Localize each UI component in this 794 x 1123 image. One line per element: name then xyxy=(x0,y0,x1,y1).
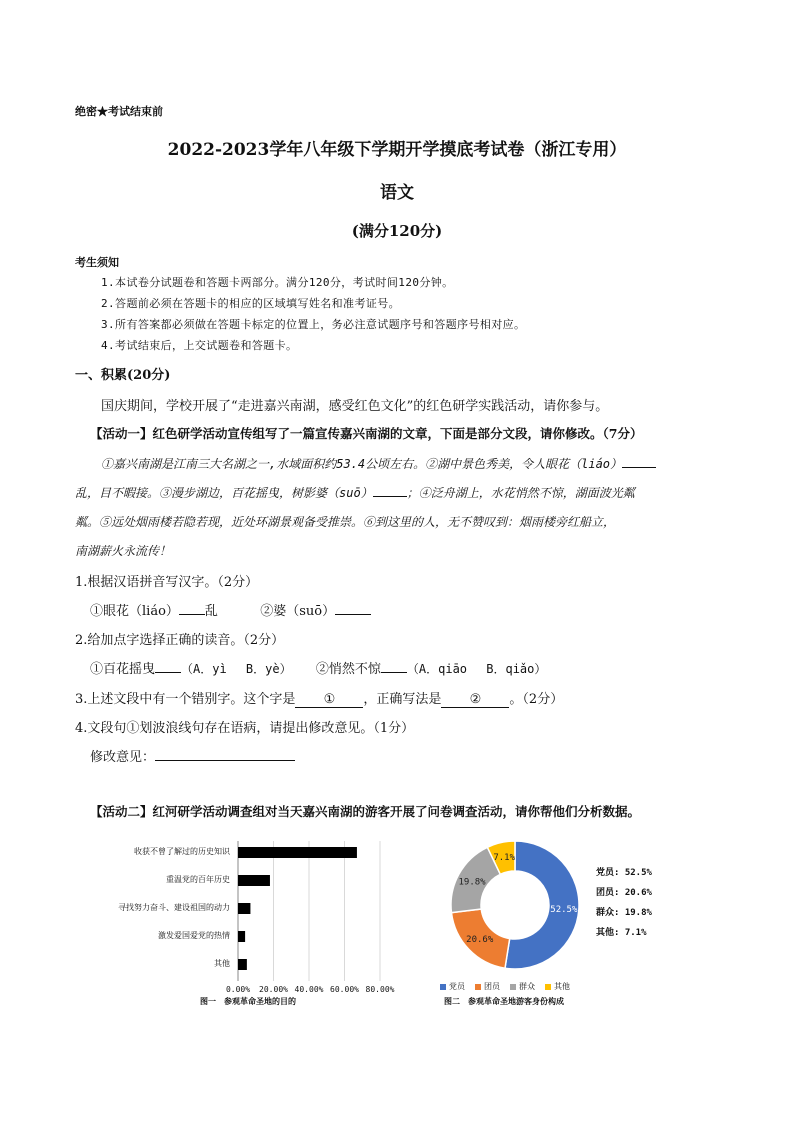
chart1-caption: 图一 参观革命圣地的目的 xyxy=(200,997,296,1006)
side-legend-entry: 其他: 7.1% xyxy=(596,928,647,938)
question-4: 4.文段句①划波浪线句存在语病，请提出修改意见。（1分） xyxy=(75,721,415,736)
passage-line xyxy=(75,484,635,501)
bar xyxy=(238,847,357,858)
legend-label: 团员 xyxy=(484,982,500,991)
q1a-tail: 乱 xyxy=(204,604,218,619)
q2b-options: （A．qiāo B．qiǎo） xyxy=(406,662,547,676)
answer-blank[interactable] xyxy=(155,672,181,673)
legend-label: 群众 xyxy=(519,982,535,991)
activity2-heading: 【活动二】红河研学活动调查组对当天嘉兴南湖的游客开展了问卷调查活动，请你帮他们分析数据。 xyxy=(90,804,641,819)
passage-line: 粼。⑤远处烟雨楼若隐若现，近处环湖景观备受推崇。⑥到这里的人，无不赞叹到：烟雨楼旁红船立， xyxy=(75,515,616,529)
q2a-options: （A．yì B．yè） xyxy=(181,662,292,676)
legend-swatch xyxy=(475,984,481,990)
slice-value-label: 7.1% xyxy=(493,853,516,864)
side-legend-entry: 党员: 52.5% xyxy=(596,868,652,878)
notice-item: 2.答题前必须在答题卡的相应的区域填写姓名和准考证号。 xyxy=(101,297,401,310)
full-score: (满分120分) xyxy=(351,222,443,240)
bar-category-label: 寻找努力奋斗、建设祖国的动力 xyxy=(118,903,230,912)
legend-item xyxy=(440,982,465,991)
confidential-label: 绝密★考试结束前 xyxy=(75,105,163,118)
activity1-heading: 【活动一】红色研学活动宣传组写了一篇宣传嘉兴南湖的文章，下面是部分文段，请你修改。（7分） xyxy=(90,426,643,441)
notice-item: 1.本试卷分试题卷和答题卡两部分。满分120分，考试时间120分钟。 xyxy=(101,276,454,289)
q2b-label: ②悄然不惊 xyxy=(315,662,381,677)
q3-text: 。（2分） xyxy=(509,692,564,707)
notice-item: 3.所有答案都必须做在答题卡标定的位置上，务必注意试题序号和答题序号相对应。 xyxy=(101,318,526,331)
answer-blank[interactable] xyxy=(381,672,407,673)
x-tick-label: 80.00% xyxy=(365,985,395,994)
donut-chart-svg xyxy=(440,835,600,975)
answer-blank[interactable]: ② xyxy=(441,692,509,708)
legend-swatch xyxy=(545,984,551,990)
revision-label: 修改意见： xyxy=(90,750,156,765)
question-3 xyxy=(75,688,563,708)
bar-category-label: 收获不曾了解过的历史知识 xyxy=(134,847,230,856)
side-legend-entry: 群众: 19.8% xyxy=(596,908,652,918)
pie-legend xyxy=(440,974,580,993)
q3-text: 3.上述文段中有一个错别字。这个字是 xyxy=(75,692,296,707)
bar-category-label: 其他 xyxy=(214,959,230,968)
slice-value-label: 52.5% xyxy=(550,904,578,915)
passage-line xyxy=(101,455,656,472)
side-legend-entry: 团员: 20.6% xyxy=(596,888,652,898)
question-1-items xyxy=(90,600,371,619)
passage-text: ；④泛舟湖上，水花悄然不惊，湖面波光粼 xyxy=(406,486,635,500)
passage-line: 南湖薪火永流传！ xyxy=(75,544,172,558)
question-2-items xyxy=(90,658,546,677)
bar-category-label: 激发爱国爱党的热情 xyxy=(158,931,230,940)
q1a-label: ①眼花（liáo） xyxy=(90,604,179,619)
answer-blank[interactable] xyxy=(335,614,371,615)
bar xyxy=(238,903,250,914)
bar-chart xyxy=(70,835,410,1015)
slice-value-label: 20.6% xyxy=(466,934,494,945)
legend-item xyxy=(510,982,535,991)
x-tick-label: 40.00% xyxy=(294,985,324,994)
slice-value-label: 19.8% xyxy=(458,877,486,888)
bar-category-label: 重温党的百年历史 xyxy=(166,875,230,884)
chart2-caption: 图二 参观革命圣地游客身份构成 xyxy=(444,997,564,1006)
bar xyxy=(238,959,247,970)
section-intro: 国庆期间，学校开展了“走进嘉兴南湖，感受红色文化”的红色研学实践活动，请你参与。 xyxy=(101,399,609,414)
q1b-label: ②婆（suō） xyxy=(260,604,336,619)
legend-label: 其他 xyxy=(554,982,570,991)
passage-blank xyxy=(622,467,656,468)
q2a-label: ①百花摇曳 xyxy=(90,662,156,677)
x-tick-label: 0.00% xyxy=(225,985,251,994)
section-heading: 一、积累(20分) xyxy=(75,368,171,383)
passage-blank xyxy=(373,496,407,497)
legend-item xyxy=(475,982,500,991)
answer-blank[interactable]: ① xyxy=(295,692,363,708)
legend-swatch xyxy=(440,984,446,990)
bar xyxy=(238,931,245,942)
subject-title: 语文 xyxy=(380,183,414,203)
notice-heading: 考生须知 xyxy=(75,256,119,269)
bar xyxy=(238,875,270,886)
revision-field xyxy=(90,746,295,765)
x-tick-label: 20.00% xyxy=(259,985,288,994)
passage-text: ①嘉兴南湖是江南三大名湖之一,水域面积约53.4公顷左右。②湖中景色秀美，令人眼花（liáo） xyxy=(101,457,623,471)
x-tick-label: 60.00% xyxy=(330,985,359,994)
passage-text: 乱，目不暇接。③漫步湖边，百花摇曳，树影婆（suō） xyxy=(75,486,373,500)
exam-title: 2022-2023学年八年级下学期开学摸底考试卷（浙江专用） xyxy=(167,140,627,160)
legend-swatch xyxy=(510,984,516,990)
question-2: 2.给加点字选择正确的读音。（2分） xyxy=(75,633,285,648)
notice-item: 4.考试结束后，上交试题卷和答题卡。 xyxy=(101,339,298,352)
legend-label: 党员 xyxy=(449,982,465,991)
answer-blank[interactable] xyxy=(155,760,295,761)
answer-blank[interactable] xyxy=(179,614,205,615)
question-1: 1.根据汉语拼音写汉字。（2分） xyxy=(75,575,259,590)
q3-text: ，正确写法是 xyxy=(363,692,442,707)
legend-item xyxy=(545,982,570,991)
donut-chart xyxy=(440,835,680,1015)
